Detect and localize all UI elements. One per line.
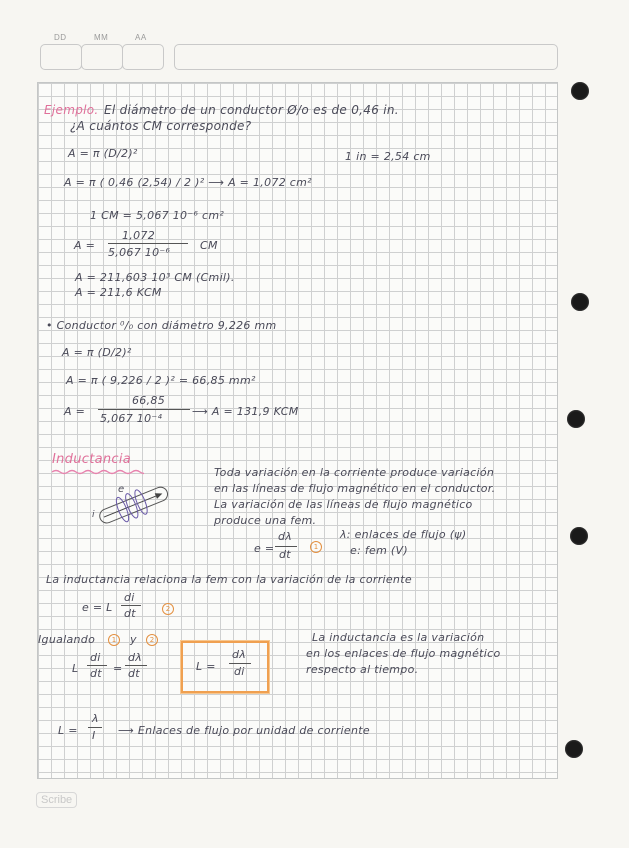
relation-line: La inductancia relaciona la fem con la variación de la corriente xyxy=(46,573,412,586)
inductancia-title: Inductancia xyxy=(52,452,132,467)
conductor-eq3-prefix: A = xyxy=(64,405,86,418)
eq2-num: di xyxy=(124,591,135,604)
conductor-line: • Conductor ⁰/₀ con diámetro 9,226 mm xyxy=(46,319,277,332)
eq2-den: dt xyxy=(124,607,136,620)
conductor-eq3-result: ⟶ A = 131,9 KCM xyxy=(192,405,299,418)
eq4-unit: CM xyxy=(200,239,218,252)
binder-hole xyxy=(567,410,585,428)
eq-tag-1: 1 xyxy=(310,541,322,553)
final-den: I xyxy=(92,729,96,742)
diagram-e-label: e xyxy=(118,484,125,495)
eq2-prefix: e = L xyxy=(82,601,113,614)
day-label: DD xyxy=(54,33,67,42)
final-num: λ xyxy=(92,712,99,725)
ejemplo-line2: ¿A cuántos CM corresponde? xyxy=(70,119,252,133)
eq4-den: 5,067 10⁻⁶ xyxy=(108,246,171,259)
fem-eq-den: dt xyxy=(279,548,291,561)
binder-hole xyxy=(571,82,589,100)
eq3-right-num: dλ xyxy=(128,651,143,664)
binder-hole xyxy=(565,740,583,758)
fraction-bar xyxy=(87,665,107,666)
eq4-prefix: A = xyxy=(74,239,96,252)
fem-eq-prefix: e = xyxy=(254,542,275,555)
eq-tag-ref-2: 2 xyxy=(146,634,158,646)
eq3-equals: = xyxy=(113,662,123,675)
inductancia-para3: La variación de las líneas de flujo magnético xyxy=(214,498,473,511)
conductor-eq2: A = π ( 9,226 / 2 )² = 66,85 mm² xyxy=(66,374,256,387)
eq-area-formula: A = π (D/2)² xyxy=(68,147,138,160)
boxed-num: dλ xyxy=(232,648,247,661)
fraction-bar xyxy=(98,409,190,410)
title-box xyxy=(174,44,558,70)
binder-hole xyxy=(570,527,588,545)
fraction-bar xyxy=(275,546,297,547)
eq3-left-den: dt xyxy=(90,667,102,680)
inductancia-para2: en las líneas de flujo magnético en el conductor. xyxy=(214,482,496,495)
lambda-definition: λ: enlaces de flujo (ψ) xyxy=(340,528,467,541)
conductor-eq3-num: 66,85 xyxy=(132,394,165,407)
conductor-diagram-icon xyxy=(88,476,180,536)
inductancia-para1: Toda variación en la corriente produce variación xyxy=(214,466,495,479)
fraction-bar xyxy=(88,727,102,728)
final-text: ⟶ Enlaces de flujo por unidad de corriente xyxy=(118,724,370,737)
note-line2: en los enlaces de flujo magnético xyxy=(306,647,501,660)
eq3-left-num: di xyxy=(90,651,101,664)
ejemplo-label: Ejemplo. xyxy=(44,103,99,117)
year-box xyxy=(122,44,164,70)
igualando-and: y xyxy=(130,633,137,646)
year-label: AA xyxy=(135,33,147,42)
eq-tag-ref-1: 1 xyxy=(108,634,120,646)
conductor-eq1: A = π (D/2)² xyxy=(62,346,132,359)
ejemplo-line1: El diámetro de un conductor Ø/o es de 0,46 in. xyxy=(104,103,399,117)
fraction-bar xyxy=(108,243,188,244)
note-line1: La inductancia es la variación xyxy=(312,631,485,644)
month-label: MM xyxy=(94,33,109,42)
day-box xyxy=(40,44,82,70)
eq-cm-def: 1 CM = 5,067 10⁻⁶ cm² xyxy=(90,209,225,222)
note-line3: respecto al tiempo. xyxy=(306,663,419,676)
fraction-bar xyxy=(121,605,141,606)
eq-area-calc: A = π ( 0,46 (2,54) / 2 )² ⟶ A = 1,072 cm² xyxy=(64,176,312,189)
month-box xyxy=(81,44,123,70)
boxed-den: di xyxy=(234,665,245,678)
conversion-note: 1 in = 2,54 cm xyxy=(345,150,431,163)
fraction-bar xyxy=(125,665,147,666)
binder-hole xyxy=(571,293,589,311)
fraction-bar xyxy=(229,663,251,664)
boxed-result xyxy=(181,641,269,693)
e-definition: e: fem (V) xyxy=(350,544,408,557)
diagram-i-label: i xyxy=(92,510,95,520)
eq4-num: 1,072 xyxy=(122,229,155,242)
igualando-label: Igualando xyxy=(38,633,96,646)
final-prefix: L = xyxy=(58,724,78,737)
eq3-prefix: L xyxy=(72,662,79,675)
boxed-prefix: L = xyxy=(196,660,216,673)
eq3-right-den: dt xyxy=(128,667,140,680)
scribe-logo: Scribe xyxy=(36,792,77,808)
wavy-underline xyxy=(52,469,144,475)
inductancia-para4: produce una fem. xyxy=(214,514,317,527)
eq-result-kcm: A = 211,6 KCM xyxy=(75,286,162,299)
conductor-eq3-den: 5,067 10⁻⁴ xyxy=(100,412,163,425)
eq-tag-2: 2 xyxy=(162,603,174,615)
fem-eq-num: dλ xyxy=(278,530,293,543)
eq-result-cm: A = 211,603 10³ CM (Cmil). xyxy=(75,271,235,284)
